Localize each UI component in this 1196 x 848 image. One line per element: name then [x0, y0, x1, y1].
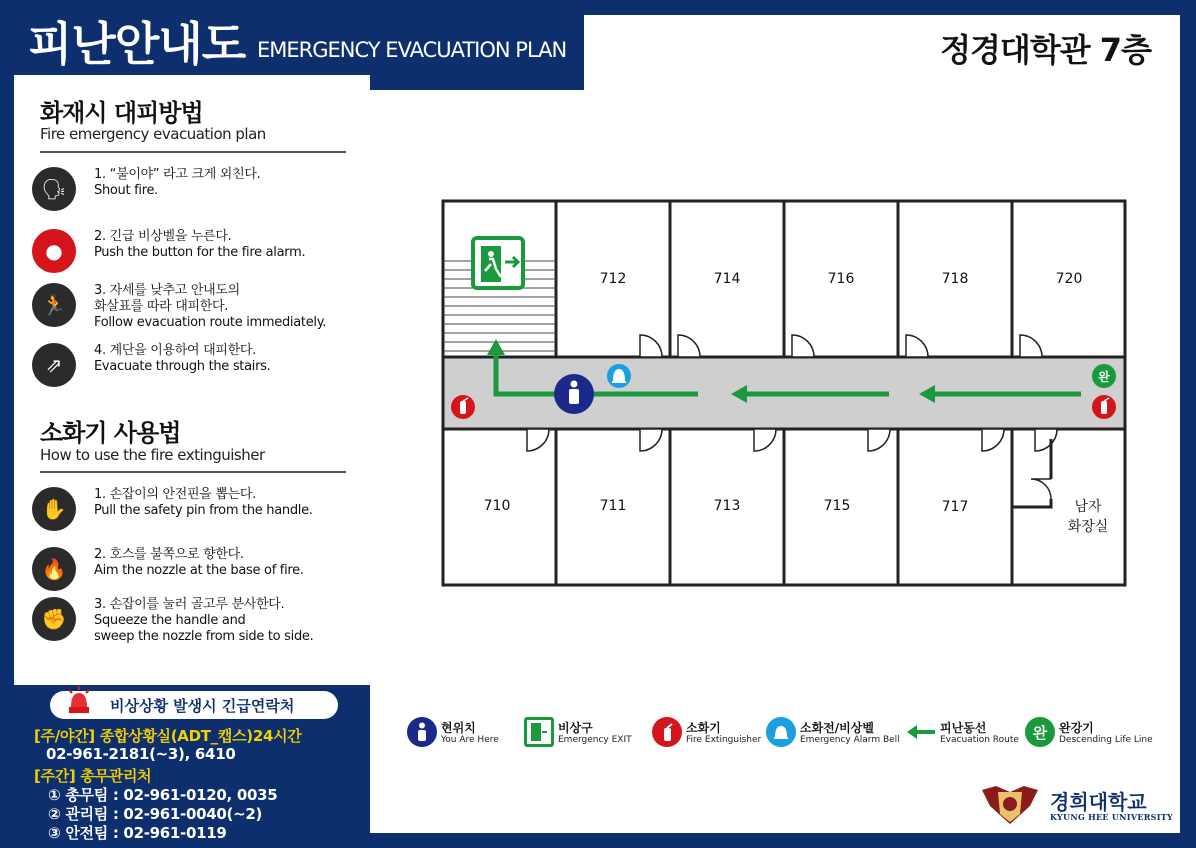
- floor-plan-drawing: [441, 199, 1127, 587]
- stairs-icon: ⇗: [32, 343, 76, 387]
- legend-label-en: You Are Here: [441, 735, 499, 745]
- legend-label-en: Descending Life Line: [1059, 735, 1153, 745]
- alarm-button-icon: ●: [32, 229, 76, 273]
- legend-label-en: Fire Extinguisher: [686, 735, 762, 745]
- extinguisher-section-title: 소화기 사용법: [40, 419, 181, 447]
- extinguisher-icon: [652, 717, 682, 747]
- title-banner: [0, 0, 585, 75]
- contact-phone: 02-961-2181(~3), 6410: [46, 745, 236, 763]
- extinguisher-step-1: [32, 487, 372, 531]
- exit-sign-icon: [473, 238, 523, 288]
- alarm-bell-icon: [607, 364, 631, 388]
- room-711: 711: [599, 498, 627, 514]
- room-716: 716: [827, 271, 855, 287]
- you-are-here-icon: [554, 374, 594, 414]
- squeeze-handle-icon: ✊: [32, 597, 76, 641]
- room-717: 717: [941, 499, 969, 515]
- extinguisher-icon: [1092, 395, 1116, 419]
- university-emblem-icon: [978, 782, 1042, 828]
- siren-icon: [66, 685, 92, 715]
- contact-phone: ② 관리팀 : 02-961-0040(~2): [48, 805, 263, 823]
- pull-pin-icon: ✋: [32, 487, 76, 531]
- emergency-contact-box: [14, 685, 370, 848]
- legend-label-en: Emergency EXIT: [558, 735, 632, 745]
- floor-title: 정경대학관 7층: [940, 31, 1151, 69]
- legend-label: 소화기: [686, 721, 721, 735]
- legend-label: 비상구: [558, 721, 593, 735]
- contact-phone: ① 총무팀 : 02-961-0120, 0035: [48, 786, 278, 804]
- room-720: 720: [1055, 271, 1083, 287]
- alarm-bell-icon: [766, 717, 796, 747]
- floor-plan: [441, 199, 1127, 587]
- legend-label-en: Evacuation Route: [940, 735, 1019, 745]
- evacuate-icon: 🏃: [32, 283, 76, 327]
- university-logo: [978, 782, 1178, 828]
- contact-line: [주/야간] 종합상황실(ADT_캡스)24시간: [34, 727, 302, 745]
- contact-phone: ③ 안전팀 : 02-961-0119: [48, 824, 227, 842]
- exit-sign-icon: [524, 717, 554, 747]
- extinguisher-section-subtitle: How to use the fire extinguisher: [40, 446, 265, 464]
- legend-label: 완강기: [1059, 721, 1094, 735]
- extinguisher-step-text: 2. 호스를 불쪽으로 향한다. Aim the nozzle at the base of fire.: [94, 547, 304, 578]
- extinguisher-step-2: [32, 547, 372, 591]
- extinguisher-step-text: 3. 손잡이를 눌러 골고루 분사한다. Squeeze the handle and sweep the nozzle from side to side.: [94, 597, 314, 644]
- room-restroom: 남자 화장실: [1067, 499, 1109, 535]
- fire-step-4: [32, 343, 372, 387]
- descending-lifeline-mark: 완: [1098, 370, 1110, 384]
- room-718: 718: [941, 271, 969, 287]
- room-710: 710: [483, 498, 511, 514]
- instructions-panel: [14, 75, 370, 685]
- legend-label: 피난동선: [940, 721, 987, 735]
- fire-step-text: 1. “불이야” 라고 크게 외친다. Shout fire.: [94, 167, 261, 198]
- contact-title: 비상상황 발생시 긴급연락처: [50, 691, 338, 719]
- fire-step-3: [32, 283, 372, 330]
- fire-step-text: 4. 계단을 이용하여 대피한다. Evacuate through the stairs.: [94, 343, 271, 374]
- extinguisher-icon: [451, 395, 475, 419]
- legend-label: 소화전/비상벨: [800, 721, 874, 735]
- extinguisher-step-3: [32, 597, 372, 644]
- shout-icon: 🗣: [32, 167, 76, 211]
- room-712: 712: [599, 271, 627, 287]
- room-713: 713: [713, 498, 741, 514]
- descending-lifeline-icon: 완: [1025, 717, 1055, 747]
- route-arrow-icon: [906, 717, 936, 747]
- legend-label: 현위치: [441, 721, 476, 735]
- university-name: 경희대학교: [1050, 790, 1147, 814]
- contact-line: [주간] 총무관리처: [34, 767, 152, 785]
- room-715: 715: [823, 498, 851, 514]
- fire-section-subtitle: Fire emergency evacuation plan: [40, 125, 266, 143]
- page-subtitle: EMERGENCY EVACUATION PLAN: [257, 38, 567, 62]
- page-title: 피난안내도: [28, 17, 246, 71]
- fire-step-1: [32, 167, 372, 211]
- aim-hose-icon: 🔥: [32, 547, 76, 591]
- fire-step-2: [32, 229, 372, 273]
- descending-lifeline-icon: [1092, 364, 1116, 388]
- divider: [40, 471, 346, 473]
- fire-section-title: 화재시 대피방법: [40, 99, 203, 127]
- you-are-here-icon: [407, 717, 437, 747]
- university-name-en: KYUNG HEE UNIVERSITY: [1050, 812, 1174, 822]
- legend-label-en: Emergency Alarm Bell: [800, 735, 900, 745]
- divider: [40, 151, 346, 153]
- fire-step-text: 2. 긴급 비상벨을 누른다. Push the button for the fire alarm.: [94, 229, 306, 260]
- fire-step-text: 3. 자세를 낮추고 안내도의 화살표를 따라 대피한다. Follow evacuation route immediately.: [94, 283, 327, 330]
- room-714: 714: [713, 271, 741, 287]
- extinguisher-step-text: 1. 손잡이의 안전핀을 뽑는다. Pull the safety pin from the handle.: [94, 487, 313, 518]
